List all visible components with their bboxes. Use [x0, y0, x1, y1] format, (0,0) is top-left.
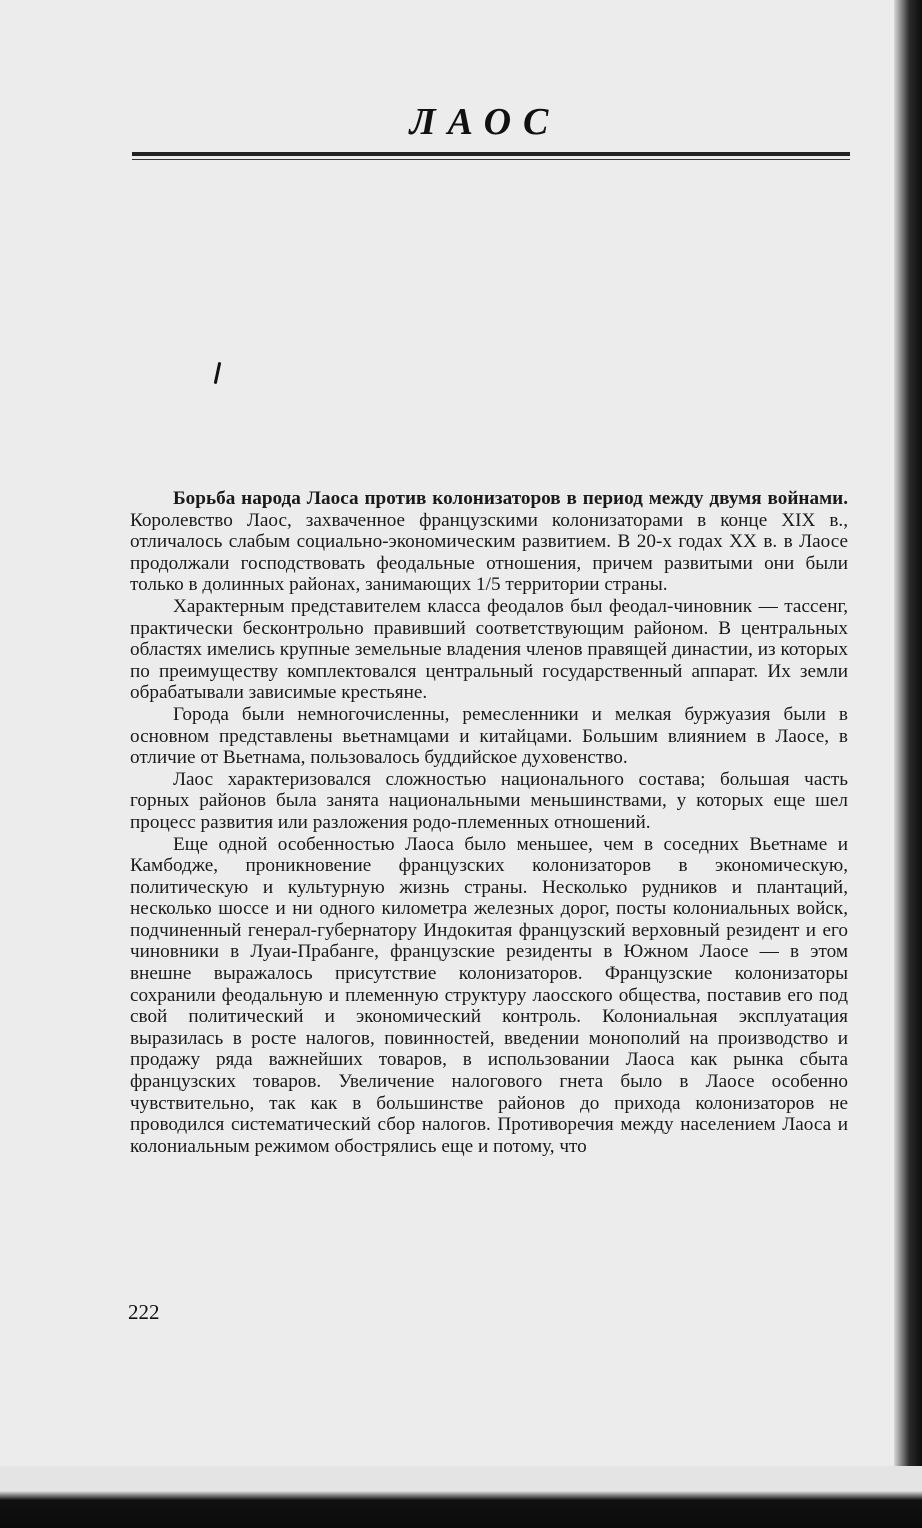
- section-heading: Борьба народа Лаоса против колонизаторов в период между двумя войнами.: [173, 488, 848, 509]
- title-rule-thin: [132, 159, 850, 160]
- print-speck: [214, 362, 222, 384]
- body-text: [130, 488, 848, 1157]
- paragraph-1: [130, 488, 848, 596]
- paragraph-3: Города были немногочисленны, ремесленники и мелкая буржуазия были в основном представлены вьетнамцами и китайцами. Большим влиянием в Лаосе, в отличие от Вьетнама, пользовалось буддийское духовенство.: [130, 703, 848, 769]
- page-edge-shadow-right: [894, 0, 922, 1528]
- chapter-title: ЛАОС: [409, 101, 561, 143]
- paragraph-5: Еще одной особенностью Лаоса было меньшее, чем в соседних Вьетнаме и Камбодже, проникновение французских колонизаторов в экономическую, политическую и культурную жизнь страны. Несколько рудников и плантаций, несколько шоссе и ни одного километра железных дорог, посты колониальных войск, подчиненный генерал-губернатору Индокитая французский верховный резидент и его чиновники в Луаи-Прабанге, французские резиденты в Южном Лаосе — в этом внешне выражалось присутствие колонизаторов. Французские колонизаторы сохранили феодальную и племенную структуру лаосского общества, поставив его под свой политический и экономический контроль. Колониальная эксплуатация выразилась в росте налогов, повинностей, введении монополий на производство и продажу ряда важнейших товаров, в использовании Лаоса как рынка сбыта французских товаров. Увеличение налогового гнета было в Лаосе особенно чувствительно, так как в большинстве районов до прихода колонизаторов не проводился систематический сбор налогов. Противоречия между населением Лаоса и колониальным режимом обострялись еще и потому, что: [130, 833, 848, 1157]
- title-rule-thick: [132, 152, 850, 156]
- page-edge-shadow-bottom: [0, 1466, 922, 1528]
- paragraph-4: Лаос характеризовался сложностью национального состава; большая часть горных районов была занята национальными меньшинствами, у которых еще шел процесс развития или разложения родо-племенных отношений.: [130, 768, 848, 833]
- paragraph-2: Характерным представителем класса феодалов был феодал-чиновник — тассенг, практически бесконтрольно правивший соответствующим районом. В центральных областях имелись крупные земельные владения членов правящей династии, из которых по преимуществу комплектовался центральный государственный аппарат. Их земли обрабатывали зависимые крестьяне.: [130, 595, 848, 704]
- page-number: 222: [128, 1300, 160, 1324]
- paragraph-1-text: Королевство Лаос, захваченное французскими колонизаторами в конце XIX в., отличалось слабым социально-экономическим развитием. В 20-х годах XX в. в Лаосе продолжали господствовать феодальные отношения, причем развитыми они были только в долинных районах, занимающих 1/5 территории страны.: [130, 509, 848, 596]
